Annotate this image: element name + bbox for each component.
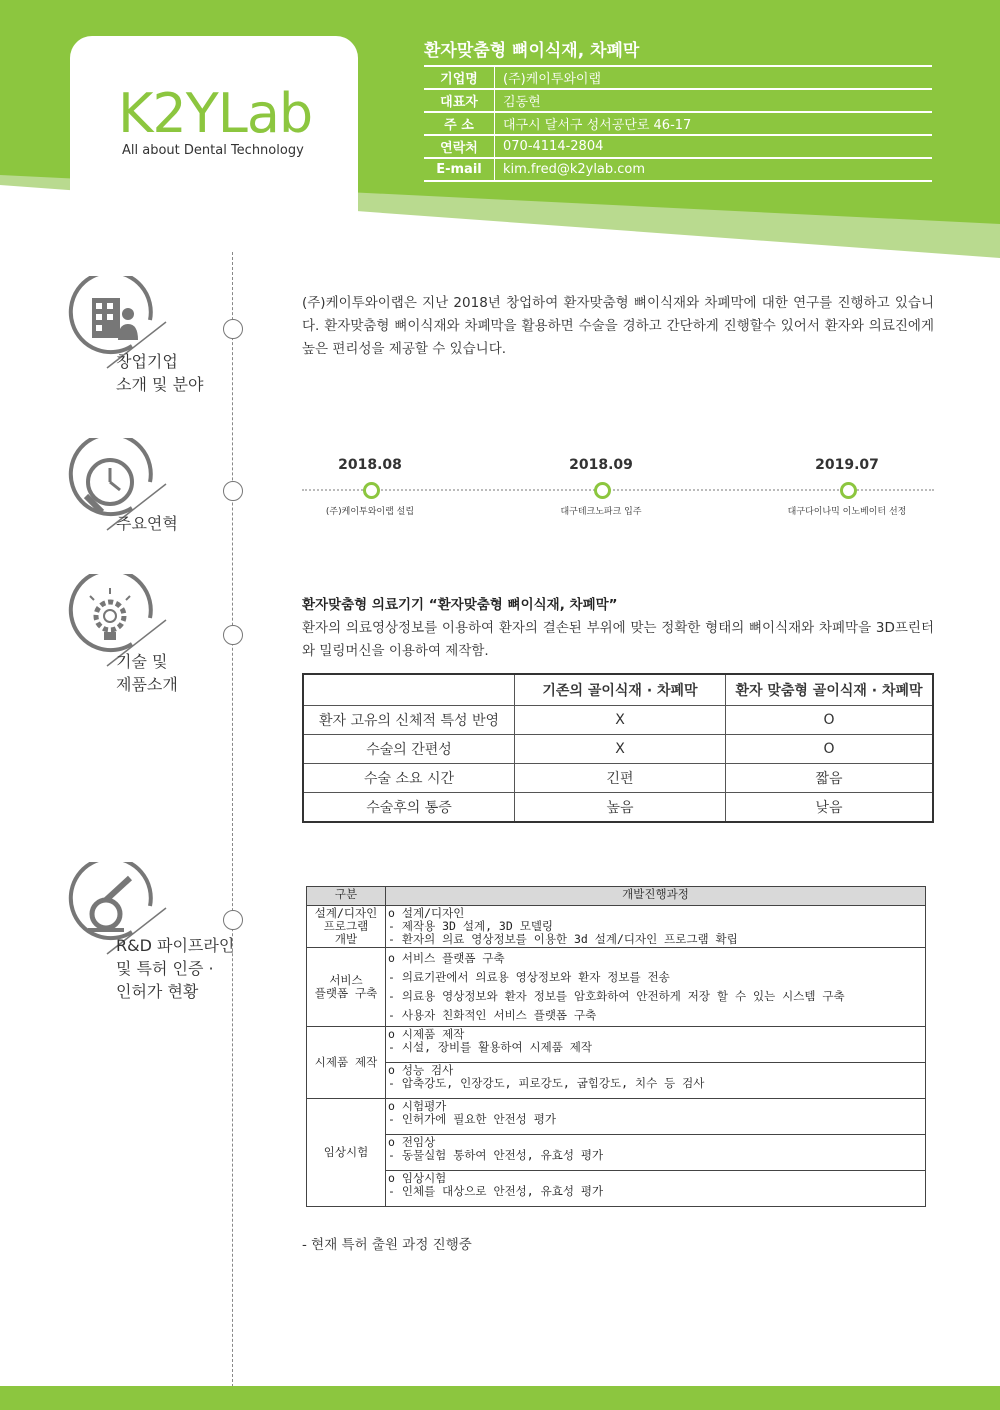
rnd-category: 설계/디자인 프로그램 개발 xyxy=(307,906,386,948)
section-label-line: 소개 및 분야 xyxy=(116,375,204,394)
table-header: 환자 맞춤형 골이식재 · 차폐막 xyxy=(726,674,934,706)
table-cell: 수술 소요 시간 xyxy=(303,764,515,793)
section-timeline-line xyxy=(232,252,233,1392)
table-row xyxy=(307,948,926,1027)
table-row xyxy=(303,706,933,735)
tech-heading: 환자맞춤형 의료기기 “환자맞춤형 뼈이식재, 차폐막” xyxy=(302,597,618,613)
rnd-category: 서비스 플랫폼 구축 xyxy=(307,948,386,1027)
rnd-cell: o 설계/디자인 - 제작용 3D 설계, 3D 모델링 - 환자의 의료 영상정보를 이용한 3d 설계/디자인 프로그램 확립 xyxy=(386,906,926,948)
history-dot xyxy=(840,482,857,499)
history-desc: 대구다이나믹 이노베이터 선정 xyxy=(787,507,907,517)
rnd-category: 시제품 제작 xyxy=(307,1027,386,1099)
table-header: 개발진행과정 xyxy=(386,887,926,906)
tech-paragraph: 환자의 의료영상정보를 이용하여 환자의 결손된 부위에 맞는 정확한 형태의 뼈이식재와 차폐막을 3D프린터와 밀링머신을 이용하여 제작함. xyxy=(302,620,934,659)
table-cell: 긴편 xyxy=(515,764,726,793)
table-header-row xyxy=(307,887,926,906)
rnd-note: - 현재 특허 출원 과정 진행중 xyxy=(302,1237,472,1253)
table-cell: 수술후의 통증 xyxy=(303,793,515,823)
section-label-history xyxy=(116,512,178,535)
section-label-intro xyxy=(116,350,203,396)
table-cell: X xyxy=(515,706,726,735)
table-header: 구분 xyxy=(307,887,386,906)
info-row xyxy=(424,158,932,181)
table-cell: 짧음 xyxy=(726,764,934,793)
table-row xyxy=(303,764,933,793)
info-row xyxy=(424,112,932,135)
table-row xyxy=(307,1135,926,1171)
section-label-line: 및 특허 인증 · xyxy=(116,959,214,978)
info-key: 주 소 xyxy=(424,112,495,135)
table-cell: 환자 고유의 신체적 특성 반영 xyxy=(303,706,515,735)
info-value: kim.fred@k2ylab.com xyxy=(495,158,933,181)
company-logo: K2YLab xyxy=(118,82,313,145)
info-value: (주)케이투와이랩 xyxy=(495,66,933,89)
table-cell: X xyxy=(515,735,726,764)
footer-bar xyxy=(0,1386,1000,1410)
table-header: 기존의 골이식재 · 차폐막 xyxy=(515,674,726,706)
table-header xyxy=(303,674,515,706)
section-label-line: 창업기업 xyxy=(116,352,178,371)
section-node xyxy=(223,910,243,930)
rnd-category: 임상시험 xyxy=(307,1099,386,1207)
rnd-cell: o 성능 검사 - 압축강도, 인장강도, 피로강도, 굽힘강도, 치수 등 검사 xyxy=(386,1063,926,1099)
info-key: 연락처 xyxy=(424,135,495,158)
table-header-row xyxy=(303,674,933,706)
info-row xyxy=(424,66,932,89)
table-cell: 낮음 xyxy=(726,793,934,823)
info-value: 070-4114-2804 xyxy=(495,135,933,158)
section-label-rnd xyxy=(116,934,234,1003)
info-value: 대구시 달서구 성서공단로 46-17 xyxy=(495,112,933,135)
company-info-table xyxy=(424,65,932,182)
section-node xyxy=(223,481,243,501)
table-cell: O xyxy=(726,706,934,735)
table-row xyxy=(307,906,926,948)
info-row xyxy=(424,135,932,158)
rnd-cell: o 시험평가 - 인허가에 필요한 안전성 평가 xyxy=(386,1099,926,1135)
section-label-line: 기술 및 xyxy=(116,652,168,671)
info-value: 김동현 xyxy=(495,89,933,112)
history-date: 2019.07 xyxy=(815,457,879,473)
table-cell: 높음 xyxy=(515,793,726,823)
history-date: 2018.09 xyxy=(569,457,633,473)
table-row xyxy=(307,1027,926,1063)
section-label-line: R&D 파이프라인 xyxy=(116,936,235,955)
rnd-cell: o 전임상 - 동물실험 통하여 안전성, 유효성 평가 xyxy=(386,1135,926,1171)
header-title: 환자맞춤형 뼈이식재, 차폐막 xyxy=(424,41,640,61)
rnd-cell: o 시제품 제작 - 시설, 장비를 활용하여 시제품 제작 xyxy=(386,1027,926,1063)
history-dot xyxy=(363,482,380,499)
info-row xyxy=(424,89,932,112)
history-desc: 대구테크노파크 입주 xyxy=(560,507,642,517)
section-node xyxy=(223,625,243,645)
history-dot xyxy=(594,482,611,499)
table-row xyxy=(307,1063,926,1099)
table-row xyxy=(303,735,933,764)
table-cell: O xyxy=(726,735,934,764)
section-label-line: 주요연혁 xyxy=(116,514,178,533)
table-cell: 수술의 간편성 xyxy=(303,735,515,764)
info-key: 대표자 xyxy=(424,89,495,112)
table-row xyxy=(303,793,933,823)
comparison-table xyxy=(302,673,934,823)
section-label-line: 제품소개 xyxy=(116,675,178,694)
section-node xyxy=(223,319,243,339)
rnd-table xyxy=(306,886,926,1207)
table-row xyxy=(307,1099,926,1135)
history-desc: (주)케이투와이랩 설립 xyxy=(325,507,415,517)
rnd-cell: o 임상시험 - 인체를 대상으로 안전성, 유효성 평가 xyxy=(386,1171,926,1207)
info-key: E-mail xyxy=(424,158,495,181)
rnd-cell: o 서비스 플랫폼 구축 - 의료기관에서 의료용 영상정보와 환자 정보를 전송 - 의료용 영상정보와 환자 정보를 암호화하여 안전하게 저장 할 수 있는 시스템 구축 - 사용자 친화적인 서비스 플랫폼 구축 xyxy=(386,948,926,1027)
section-label-tech xyxy=(116,650,178,696)
company-tagline: All about Dental Technology xyxy=(122,143,304,158)
history-date: 2018.08 xyxy=(338,457,402,473)
table-row xyxy=(307,1171,926,1207)
section-label-line: 인허가 현황 xyxy=(116,982,199,1001)
intro-paragraph: (주)케이투와이랩은 지난 2018년 창업하여 환자맞춤형 뼈이식재와 차폐막에 대한 연구를 진행하고 있습니다. 환자맞춤형 뼈이식재와 차폐막을 활용하면 수술을 경하고 간단하게 진행할수 있어서 환자와 의료진에게 높은 편리성을 제공할 수 있습니다. xyxy=(302,295,934,357)
info-key: 기업명 xyxy=(424,66,495,89)
